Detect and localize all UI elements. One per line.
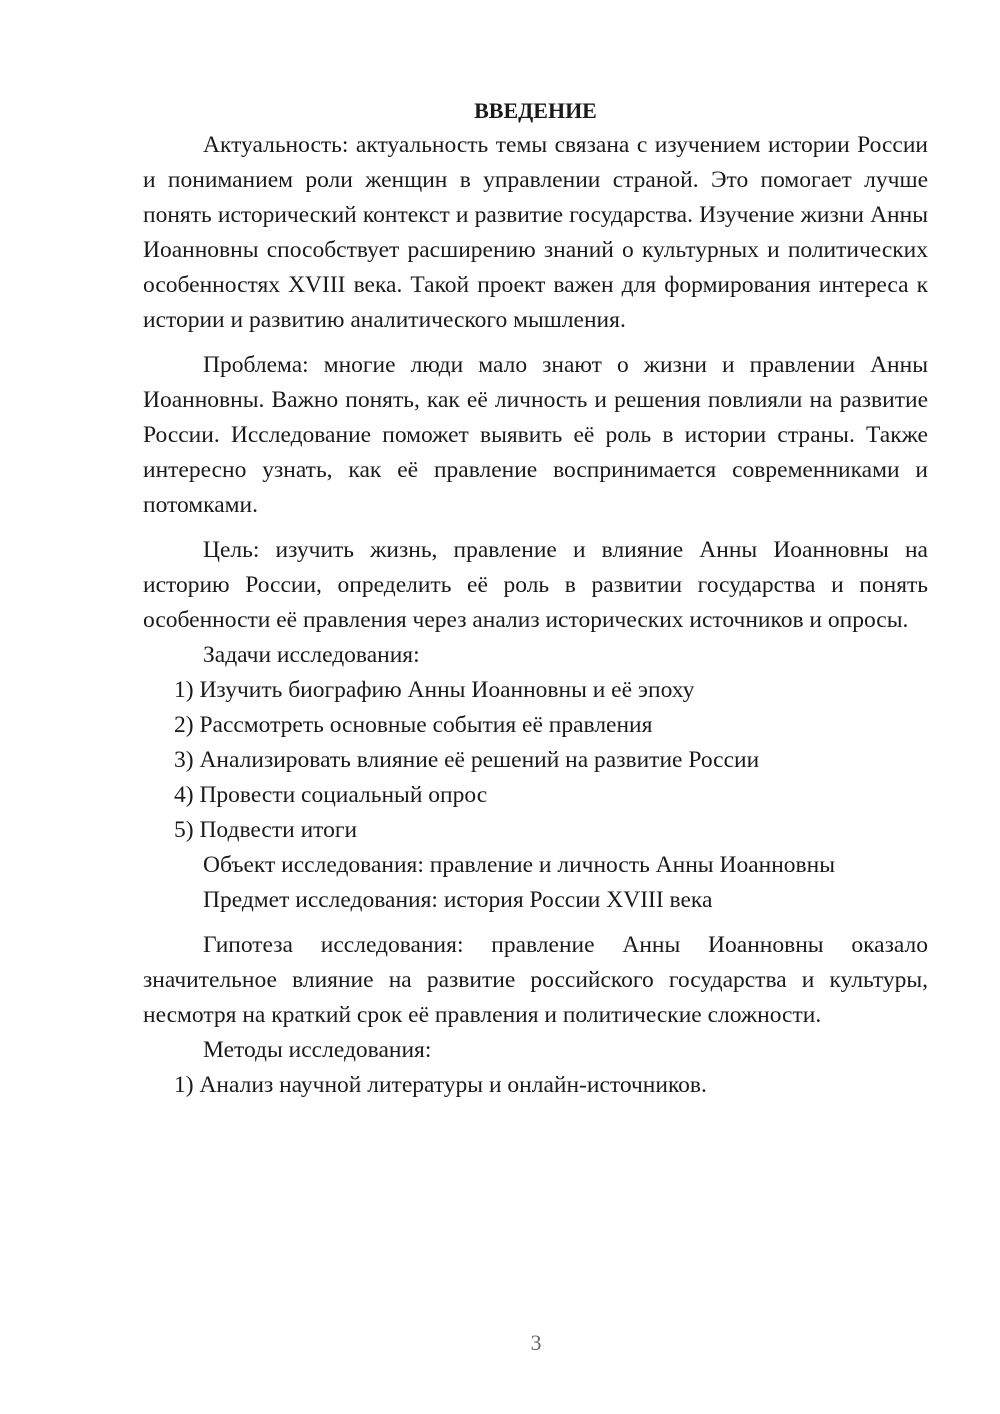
method-item: 1) Анализ научной литературы и онлайн-источников.: [174, 1072, 707, 1098]
task-item: 2) Рассмотреть основные события её правления: [174, 712, 653, 738]
methods-heading: Методы исследования:: [203, 1037, 432, 1063]
hypothesis-paragraph: Гипотеза исследования: правление Анны Иоанновны оказало значительное влияние на развитие российского государства и культуры, несмотря на краткий срок её правления и политические сложности.: [143, 932, 928, 1028]
tasks-heading: Задачи исследования:: [203, 642, 420, 668]
relevance-paragraph: Актуальность: актуальность темы связана с изучением истории России и пониманием роли женщин в управлении страной. Это помогает лучше понять исторический контекст и развитие государства. Изучение жизни Анны Иоанновны способствует расширению знаний о культурных и политических особенностях XVIII века. Такой проект важен для формирования интереса к истории и развитию аналитического мышления.: [143, 132, 928, 333]
problem-paragraph: Проблема: многие люди мало знают о жизни и правлении Анны Иоанновны. Важно понять, как её личность и решения повлияли на развитие России. Исследование поможет выявить её роль в истории страны. Также интересно узнать, как её правление воспринимается современниками и потомками.: [143, 352, 928, 518]
task-item: 5) Подвести итоги: [174, 817, 358, 843]
task-item: 3) Анализировать влияние её решений на развитие России: [174, 747, 760, 773]
task-item: 4) Провести социальный опрос: [174, 782, 488, 808]
subject-line: Предмет исследования: история России XVIII века: [203, 887, 713, 913]
goal-paragraph: Цель: изучить жизнь, правление и влияние Анны Иоанновны на историю России, определить её роль в развитии государства и понять особенности её правления через анализ исторических источников и опросы.: [143, 537, 928, 633]
task-item: 1) Изучить биографию Анны Иоанновны и её эпоху: [174, 677, 695, 703]
section-heading: ВВЕДЕНИЕ: [474, 98, 597, 123]
object-line: Объект исследования: правление и личность Анны Иоанновны: [203, 852, 835, 878]
page-number: 3: [530, 1330, 542, 1355]
page-content: [143, 93, 928, 1103]
